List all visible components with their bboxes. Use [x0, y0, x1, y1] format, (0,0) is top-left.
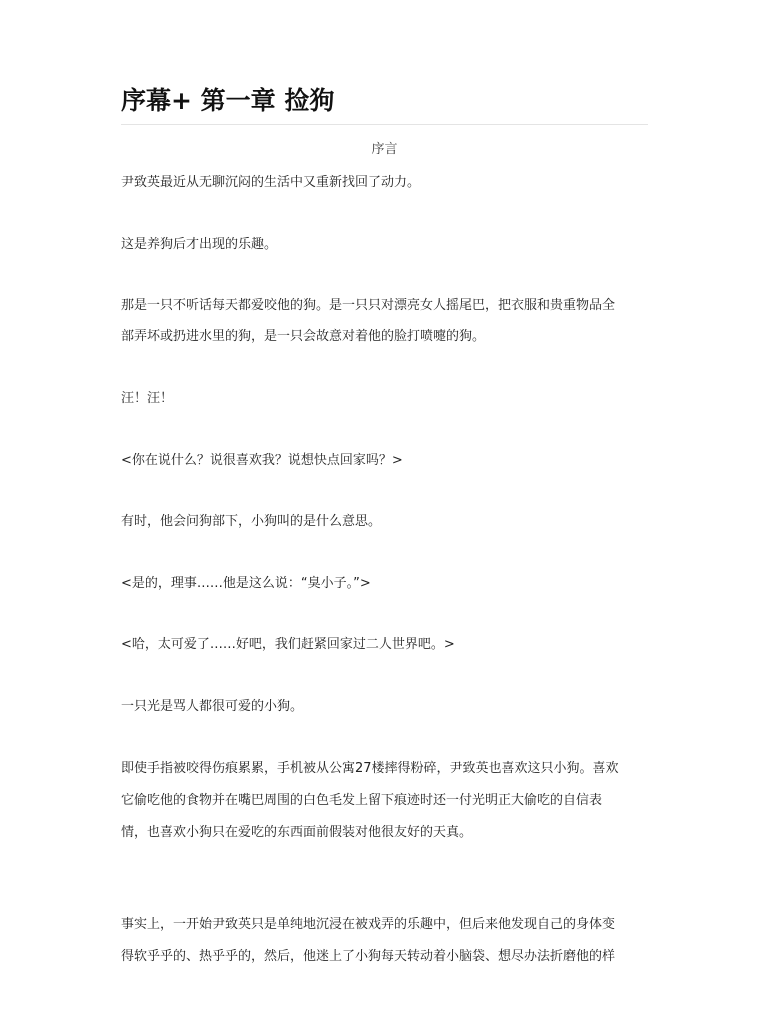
paragraph-line: 那是一只不听话每天都爱咬他的狗。是一只只对漂亮女人摇尾巴，把衣服和贵重物品全 [121, 298, 616, 313]
paragraph-line: 部弄坏或扔进水里的狗，是一只会故意对着他的脸打喷嚏的狗。 [121, 329, 486, 344]
paragraph-line: <你在说什么？说很喜欢我？说想快点回家吗？> [121, 453, 403, 468]
paragraph-line: 即使手指被咬得伤痕累累，手机被从公寓27楼摔得粉碎，尹致英也喜欢这只小狗。喜欢 [121, 761, 619, 776]
preface-heading: 序言 [371, 142, 398, 157]
paragraph-line: 有时，他会问狗部下，小狗叫的是什么意思。 [121, 514, 382, 529]
paragraph-line: 它偷吃他的食物并在嘴巴周围的白色毛发上留下痕迹时还一付光明正大偷吃的自信表 [121, 793, 603, 808]
paragraph-line: <是的，理事……他是这么说：“臭小子。”> [121, 576, 371, 591]
title-divider [121, 124, 648, 125]
paragraph-line: 汪！汪！ [121, 391, 174, 406]
paragraph-line: <哈，太可爱了……好吧，我们赶紧回家过二人世界吧。> [121, 637, 455, 652]
paragraph-line: 这是养狗后才出现的乐趣。 [121, 237, 278, 252]
paragraph-line: 事实上，一开始尹致英只是单纯地沉浸在被戏弄的乐趣中，但后来他发现自己的身体变 [121, 917, 616, 932]
paragraph-line: 得软乎乎的、热乎乎的，然后，他迷上了小狗每天转动着小脑袋、想尽办法折磨他的样 [121, 949, 616, 964]
paragraph-line: 一只光是骂人都很可爱的小狗。 [121, 699, 304, 714]
paragraph-line: 尹致英最近从无聊沉闷的生活中又重新找回了动力。 [121, 175, 421, 190]
paragraph-line: 情，也喜欢小狗只在爱吃的东西面前假装对他很友好的天真。 [121, 825, 473, 840]
chapter-title: 序幕+ 第一章 捡狗 [121, 86, 335, 115]
